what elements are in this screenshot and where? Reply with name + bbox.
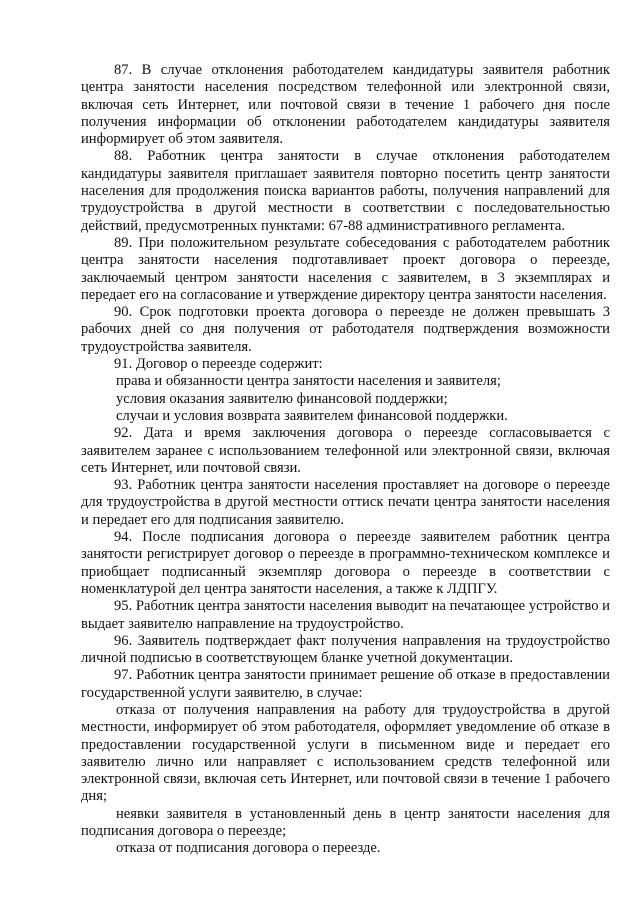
list-item-refusal-referral: отказа от получения направления на работу для трудоустройства в другой местности, информирует об этом работодателя, оформляет уведомление об отказе в предоставлении государственной услуги в письменном виде и передает его заявителю лично или направляет с использованием средств телефонной или электронной связи, включая сеть Интернет, или почтовой связи в течение 1 рабочего дня; (81, 701, 610, 805)
paragraph-94: 94. После подписания договора о переезде заявителем работник центра занятости регистрирует договор о переезде в программно-техническом комплексе и приобщает подписанный экземпляр договора о переезде в соответствии с номенклатурой дел центра занятости населения, а также к ЛДПГУ. (81, 529, 610, 597)
paragraph-92: 92. Дата и время заключения договора о переезде согласовывается с заявителем заранее с использованием телефонной или электронной связи, включая сеть Интернет, или почтовой связи. (81, 425, 610, 476)
paragraph-97: 97. Работник центра занятости принимает решение об отказе в предоставлении государственной услуги заявителю, в случае: (81, 667, 610, 701)
paragraph-91: 91. Договор о переезде содержит: (114, 356, 323, 373)
paragraph-90: 90. Срок подготовки проекта договора о переезде не должен превышать 3 рабочих дней со дня получения от работодателя подтверждения возможности трудоустройства заявителя. (81, 304, 610, 355)
paragraph-89: 89. При положительном результате собеседования с работодателем работник центра занятости населения подготавливает проект договора о переезде, заключаемый центром занятости населения с заявителем, в 3 экземплярах и передает его на согласование и утверждение директору центра занятости населения. (81, 234, 610, 303)
document-page (81, 62, 610, 858)
paragraph-95: 95. Работник центра занятости населения выводит на печатающее устройство и выдает заявителю направление на трудоустройство. (81, 598, 610, 632)
list-item-refund-cases: случаи и условия возврата заявителем финансовой поддержки. (116, 407, 508, 424)
list-item-refusal-signing: отказа от подписания договора о переезде. (116, 840, 381, 857)
paragraph-93: 93. Работник центра занятости населения проставляет на договоре о переезде для трудоустройства в другой местности оттиск печати центра занятости населения и передает его для подписания заявителю. (81, 477, 610, 528)
list-item-no-show: неявки заявителя в установленный день в центр занятости населения для подписания договора о переезде; (81, 805, 610, 840)
paragraph-88: 88. Работник центра занятости в случае отклонения работодателем кандидатуры заявителя приглашает заявителя повторно посетить центр занятости населения для продолжения поиска вариантов работы, получения направлений для трудоустройства в другой местности в соответствии с последовательностью действий, предусмотренных пунктами: 67-88 административного регламента. (81, 148, 610, 234)
paragraph-87: 87. В случае отклонения работодателем кандидатуры заявителя работник центра занятости населения посредством телефонной или электронной связи, включая сеть Интернет, или почтовой связи в течение 1 рабочего дня после получения информации об отклонении работодателем кандидатуры заявителя информирует об этом заявителя. (81, 62, 610, 148)
list-item-rights: права и обязанности центра занятости населения и заявителя; (116, 373, 501, 390)
list-item-support-conditions: условия оказания заявителю финансовой поддержки; (116, 390, 448, 407)
paragraph-96: 96. Заявитель подтверждает факт получения направления на трудоустройство личной подписью в соответствующем бланке учетной документации. (81, 632, 610, 667)
